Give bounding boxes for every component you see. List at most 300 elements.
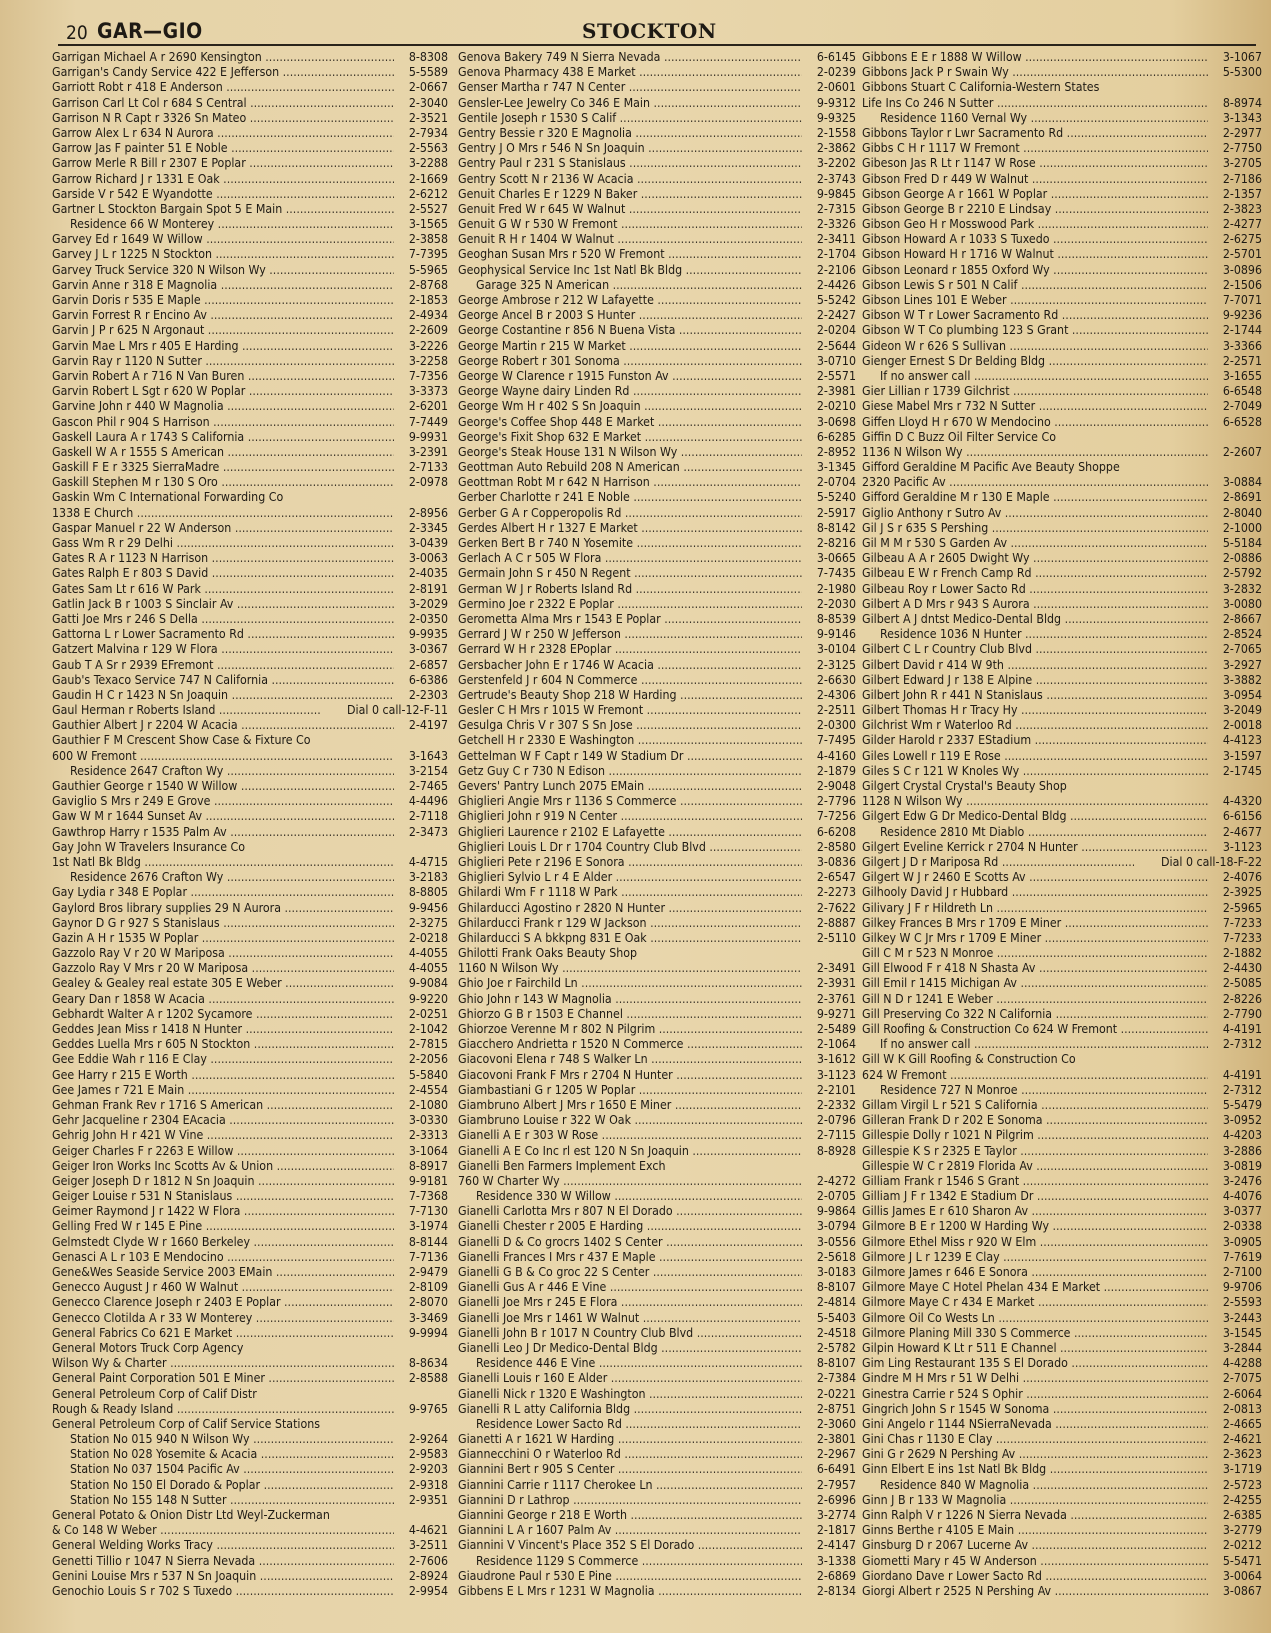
listing-name: Gerber G A r Copperopolis Rd .....: [458, 506, 802, 521]
listing-name: Getchell H r 2330 E Washington .....: [458, 733, 802, 748]
listing-name: Gini G r 2629 N Pershing Av .....: [862, 1447, 1208, 1462]
listing-name: Gauthier Albert J r 2204 W Acacia .....: [52, 718, 394, 733]
listing-entry: [862, 1417, 1262, 1432]
listing-name: Gettelman W F Capt r 149 W Stadium Dr .....: [458, 749, 802, 764]
listing-name: Garvin J P r 625 N Argonaut .....: [52, 323, 394, 338]
listing-phone: 3-0665: [816, 551, 856, 566]
listing-entry: [458, 1007, 856, 1022]
listing-phone: 2-2106: [816, 262, 856, 277]
listing-entry: [458, 597, 856, 612]
listing-name: Geiger Charles F r 2263 E Willow .....: [52, 1144, 394, 1159]
listing-entry: [52, 506, 448, 521]
listing-phone: 3-1067: [1222, 50, 1262, 64]
listing-entry: [52, 1584, 448, 1599]
listing-name: Germino Joe r 2322 E Poplar .....: [458, 597, 802, 612]
listing-entry: [52, 521, 448, 536]
listing-entry: [862, 916, 1262, 931]
listing-name: Garrison Carl Lt Col r 684 S Central .....: [52, 96, 394, 111]
listing-entry: [52, 354, 448, 369]
listing-entry: [52, 384, 448, 399]
listing-phone: 2-8134: [816, 1583, 856, 1598]
listing-name: Genetti Tillio r 1047 N Sierra Nevada .....: [52, 1554, 394, 1569]
listing-entry: [52, 111, 448, 126]
listing-entry: [862, 1037, 1262, 1052]
city-title: STOCKTON: [582, 19, 717, 43]
listing-phone: 9-9236: [1222, 308, 1262, 323]
listing-entry: [862, 749, 1262, 764]
listing-entry: [458, 475, 856, 490]
listing-phone: 2-0239: [816, 65, 856, 80]
listing-name: Gianelli Louis r 160 E Alder .....: [458, 1371, 802, 1386]
listing-phone: 7-7256: [816, 809, 856, 824]
listing-entry: [458, 1219, 856, 1234]
listing-phone: 3-1612: [816, 1052, 856, 1067]
listing-phone: 2-7133: [408, 460, 448, 475]
listing-phone: 2-5571: [816, 368, 856, 383]
listing-phone: 2-1980: [816, 581, 856, 596]
listing-name: Geary Dan r 1858 W Acacia .....: [52, 992, 394, 1007]
listing-entry: [52, 1387, 448, 1402]
listing-name: Gibson W T Co plumbing 123 S Grant .....: [862, 323, 1208, 338]
listing-name: German W J r Roberts Island Rd .....: [458, 582, 802, 597]
listing-entry: [862, 1235, 1262, 1250]
listing-entry: [458, 946, 856, 961]
listing-phone: 2-9351: [408, 1492, 448, 1507]
listing-entry: [458, 749, 856, 764]
listing-phone: 2-8524: [1222, 627, 1262, 642]
listing-phone: 2-3060: [816, 1416, 856, 1431]
listing-entry: [52, 612, 448, 627]
listing-entry: [458, 1098, 856, 1113]
listing-phone: 3-1565: [408, 217, 448, 232]
listing-phone: 2-5085: [1222, 976, 1262, 991]
listing-name: Gertrude's Beauty Shop 218 W Harding .....: [458, 688, 802, 703]
listing-name: Garvin Robert A r 716 N Van Buren .....: [52, 369, 394, 384]
listing-entry: [862, 1068, 1262, 1083]
listing-name: Ghilardi Wm F r 1118 W Park .....: [458, 885, 802, 900]
listing-name: Gilgert Crystal Crystal's Beauty Shop: [862, 779, 1067, 793]
listing-name: Garside V r 542 E Wyandotte .....: [52, 187, 394, 202]
listing-phone: 9-9845: [816, 186, 856, 201]
listing-phone: 3-0884: [1222, 475, 1262, 490]
listing-entry: [52, 733, 448, 748]
listing-name: Gianelli Nick r 1320 E Washington .....: [458, 1387, 802, 1402]
listing-entry: [458, 566, 856, 581]
listing-name: George Ancel B r 2003 S Hunter .....: [458, 308, 802, 323]
listing-name: Gascon Phil r 904 S Harrison .....: [52, 415, 394, 430]
listing-name: Gelling Fred W r 145 E Pine .....: [52, 1219, 394, 1234]
listing-phone: 2-8588: [408, 1371, 448, 1386]
listing-entry: [458, 506, 856, 521]
listing-name: Gim Ling Restaurant 135 S El Dorado .....: [862, 1356, 1208, 1371]
listing-phone: 2-0705: [816, 1189, 856, 1204]
listing-entry: [52, 430, 448, 445]
listing-phone: 3-1597: [1222, 748, 1262, 763]
listing-name: Germain John S r 450 N Regent .....: [458, 566, 802, 581]
listing-name: Gillespie W C r 2819 Florida Av .....: [862, 1159, 1208, 1174]
listing-entry: [862, 961, 1262, 976]
listing-entry: [862, 126, 1262, 141]
listing-phone: 2-8191: [408, 581, 448, 596]
listing-name: Rough & Ready Island .....: [52, 1402, 394, 1417]
listing-name: Garvey Truck Service 320 N Wilson Wy .....: [52, 263, 394, 278]
listing-entry: [52, 247, 448, 262]
listing-phone: 4-4055: [408, 961, 448, 976]
listing-name: Ginestra Carrie r 524 S Ophir .....: [862, 1387, 1208, 1402]
listing-entry: [862, 475, 1262, 490]
listing-phone: 2-4272: [816, 1173, 856, 1188]
listing-name: Gibbens E L Mrs r 1231 W Magnolia .....: [458, 1584, 802, 1599]
listing-entry: [458, 1052, 856, 1067]
listing-entry: [458, 460, 856, 475]
listing-name: Gianetti A r 1621 W Harding .....: [458, 1432, 802, 1447]
listing-name: Genuit G W r 530 W Fremont .....: [458, 217, 802, 232]
listing-phone: 2-8887: [816, 915, 856, 930]
listing-name: Garrigan's Candy Service 422 E Jefferson .....: [52, 65, 394, 80]
listing-phone: 3-0330: [408, 1113, 448, 1128]
listing-entry: [52, 1265, 448, 1280]
listing-phone: 7-7233: [1222, 930, 1262, 945]
listing-entry: [458, 1326, 856, 1341]
listing-phone: 2-1669: [408, 171, 448, 186]
listing-phone: 2-2101: [816, 1082, 856, 1097]
listing-phone: 2-1879: [816, 763, 856, 778]
listing-entry: [458, 202, 856, 217]
listing-phone: 3-1974: [408, 1219, 448, 1234]
listing-name: Giordano Dave r Lower Sacto Rd .....: [862, 1569, 1208, 1584]
listing-name: Gerlach A C r 505 W Flora .....: [458, 551, 802, 566]
listing-entry: [458, 885, 856, 900]
listing-entry: [458, 1371, 856, 1386]
listing-name: Giacovoni Elena r 748 S Walker Ln .....: [458, 1052, 802, 1067]
listing-entry: [862, 354, 1262, 369]
listing-name: Gianelli Chester r 2005 E Harding .....: [458, 1219, 802, 1234]
listing-name: Gilbeau A A r 2605 Dwight Wy .....: [862, 551, 1208, 566]
listing-entry: [52, 1478, 448, 1493]
listing-phone: 2-8691: [1222, 490, 1262, 505]
listing-name: Gaudin H C r 1423 N Sn Joaquin .....: [52, 688, 394, 703]
listing-phone: 3-0104: [816, 642, 856, 657]
listing-entry: [52, 688, 448, 703]
listing-phone: 7-7449: [408, 414, 448, 429]
listing-name: 760 W Charter Wy .....: [458, 1174, 802, 1189]
listing-entry: [862, 779, 1262, 794]
listing-name: Gill Elwood F r 418 N Shasta Av .....: [862, 961, 1208, 976]
listing-phone: 7-7619: [1222, 1249, 1262, 1264]
listing-phone: 2-9318: [408, 1477, 448, 1492]
listing-entry: [458, 1189, 856, 1204]
listing-name: Gaul Herman r Roberts Island .....: [52, 703, 320, 718]
listing-name: Gilgert W J r 2460 E Scotts Av .....: [862, 870, 1208, 885]
listing-entry: [458, 688, 856, 703]
listing-phone: 3-2705: [1222, 156, 1262, 171]
listing-name: Ginn Elbert E ins 1st Natl Bk Bldg .....: [862, 1462, 1208, 1477]
listing-phone: 2-5110: [816, 930, 856, 945]
listing-entry: [52, 126, 448, 141]
listing-entry: [458, 111, 856, 126]
listing-entry: [458, 354, 856, 369]
listing-entry: [458, 1113, 856, 1128]
listing-name: Genecco August J r 460 W Walnut .....: [52, 1280, 394, 1295]
listing-phone: 3-0698: [816, 414, 856, 429]
listing-name: Gerstenfeld J r 604 N Commerce .....: [458, 673, 802, 688]
listing-entry: [52, 141, 448, 156]
listing-entry: [52, 946, 448, 961]
listing-phone: 3-0064: [1222, 1568, 1262, 1583]
listing-name: General Petroleum Corp of Calif Distr: [52, 1386, 257, 1401]
listing-phone: 3-2258: [408, 353, 448, 368]
listing-phone: 4-4123: [1222, 733, 1262, 748]
listing-name: Gini Chas r 1130 E Clay .....: [862, 1432, 1208, 1447]
listing-entry: [862, 582, 1262, 597]
listing-name: Garrow Richard J r 1331 E Oak .....: [52, 172, 394, 187]
listing-phone: 5-5242: [816, 293, 856, 307]
listing-phone: 2-2427: [816, 308, 856, 323]
listing-entry: [862, 1311, 1262, 1326]
listing-name: Ginn J B r 133 W Magnolia .....: [862, 1493, 1208, 1508]
listing-name: Gerrard W H r 2328 EPoplar .....: [458, 642, 802, 657]
listing-name: Giambruno Albert J Mrs r 1650 E Miner .....: [458, 1098, 802, 1113]
listing-name: If no answer call .....: [880, 1037, 1208, 1052]
listing-entry: [52, 1523, 448, 1538]
listing-name: Garriott Robt r 418 E Anderson .....: [52, 80, 394, 95]
listing-phone: 3-2183: [408, 870, 448, 885]
listing-entry: [52, 1402, 448, 1417]
listing-name: Gibeson Jas R Lt r 1147 W Rose .....: [862, 156, 1208, 171]
listing-phone: 2-9048: [816, 779, 856, 793]
listing-entry: [458, 96, 856, 111]
listing-entry: [458, 1508, 856, 1523]
listing-phone: 5-5240: [816, 490, 856, 505]
listing-name: 1136 N Wilson Wy .....: [862, 445, 1208, 460]
listing-entry: [862, 1113, 1262, 1128]
listing-name: Gerrard J W r 250 W Jefferson .....: [458, 627, 802, 642]
listing-name: Garage 325 N American .....: [476, 278, 802, 293]
listing-phone: 2-0251: [408, 1006, 448, 1021]
listing-phone: 2-4814: [816, 1295, 856, 1310]
listing-entry: [52, 50, 448, 65]
listing-entry: [862, 1402, 1262, 1417]
listing-phone: 3-1064: [408, 1143, 448, 1158]
listing-name: Gatlin Jack B r 1003 S Sinclair Av .....: [52, 597, 394, 612]
listing-name: Gilbert A J dntst Medico-Dental Bldg .....: [862, 612, 1208, 627]
listing-entry: [52, 172, 448, 187]
listing-name: 2320 Pacific Av .....: [862, 475, 1208, 490]
listing-name: Giambruno Louise r 322 W Oak .....: [458, 1113, 802, 1128]
listing-name: Gibson W T r Lower Sacramento Rd .....: [862, 308, 1208, 323]
listing-name: Gerdes Albert H r 1327 E Market .....: [458, 521, 802, 536]
listing-phone: 2-2273: [816, 885, 856, 900]
listing-entry: [52, 202, 448, 217]
listing-phone: 2-3925: [1222, 885, 1262, 900]
listing-entry: [52, 1219, 448, 1234]
listing-name: Gillespie K S r 2325 E Taylor .....: [862, 1144, 1208, 1159]
listing-name: Gazzolo Ray V r 20 W Mariposa .....: [52, 946, 394, 961]
listing-name: Gibson George A r 1661 W Poplar .....: [862, 187, 1208, 202]
listing-entry: [458, 673, 856, 688]
listing-name: Ginn Ralph V r 1226 N Sierra Nevada .....: [862, 1508, 1208, 1523]
listing-name: Gilmore B E r 1200 W Harding Wy .....: [862, 1219, 1208, 1234]
listing-phone: 3-0952: [1222, 1113, 1262, 1128]
listing-phone: 4-4320: [1222, 794, 1262, 809]
listing-entry: [458, 1356, 856, 1371]
listing-entry: [458, 1538, 856, 1553]
listing-entry: [52, 1554, 448, 1569]
listing-phone: 2-3125: [816, 657, 856, 672]
listing-name: Genova Pharmacy 438 E Market .....: [458, 65, 802, 80]
listing-name: Gilkey Frances B Mrs r 1709 E Miner .....: [862, 916, 1208, 931]
listing-name: General Motors Truck Corp Agency: [52, 1340, 244, 1355]
listing-phone: 9-9706: [1222, 1280, 1262, 1295]
listing-phone: 3-2832: [1222, 581, 1262, 596]
listing-entry: [458, 809, 856, 824]
listing-name: Gaskell W A r 1555 S American .....: [52, 445, 394, 460]
listing-phone: 2-2056: [408, 1052, 448, 1067]
listing-name: Giometti Mary r 45 W Anderson .....: [862, 1554, 1208, 1569]
listing-entry: [458, 1417, 856, 1432]
listing-entry: [52, 445, 448, 460]
listing-phone: 2-7790: [1222, 1006, 1262, 1021]
listing-name: Gehr Jacqueline r 2304 EAcacia .....: [52, 1113, 394, 1128]
listing-entry: [52, 658, 448, 673]
listing-entry: [458, 187, 856, 202]
listing-entry: [862, 1219, 1262, 1234]
listing-name: Gee Eddie Wah r 116 E Clay .....: [52, 1052, 394, 1067]
listing-name: Giese Mabel Mrs r 732 N Sutter .....: [862, 399, 1208, 414]
listing-name: Ghio Joe r Fairchild Ln .....: [458, 976, 802, 991]
listing-entry: [52, 1538, 448, 1553]
listing-name: Gianelli Joe Mrs r 1461 W Walnut .....: [458, 1311, 802, 1326]
listing-name: Gilder Harold r 2337 EStadium .....: [862, 733, 1208, 748]
listing-phone: 2-5489: [816, 1022, 856, 1036]
listing-phone: 2-7815: [408, 1037, 448, 1052]
listing-entry: [52, 1311, 448, 1326]
listing-phone: 2-5618: [816, 1249, 856, 1264]
listing-phone: 8-8142: [816, 520, 856, 535]
listing-name: 1st Natl Bk Bldg .....: [52, 855, 394, 870]
listing-entry: [458, 278, 856, 293]
listing-phone: 2-7118: [408, 809, 448, 824]
listing-phone: 6-6548: [1222, 384, 1262, 399]
listing-entry: [52, 597, 448, 612]
listing-name: Giorgi Albert r 2525 N Pershing Av .....: [862, 1584, 1208, 1599]
listing-entry: [862, 430, 1262, 445]
listing-entry: [52, 1250, 448, 1265]
listing-phone: 2-3275: [408, 915, 448, 930]
listing-phone: 2-0350: [408, 611, 448, 626]
listing-entry: [458, 992, 856, 1007]
listing-phone: 3-0439: [408, 536, 448, 550]
listing-entry: [52, 1295, 448, 1310]
listing-phone: 9-9271: [816, 1006, 856, 1021]
listing-phone: 3-0063: [408, 551, 448, 566]
listing-name: Gass Wm R r 29 Delhi .....: [52, 536, 394, 551]
listing-entry: [862, 1159, 1262, 1174]
listing-entry: [458, 399, 856, 414]
listing-entry: [52, 1128, 448, 1143]
listing-phone: 3-1345: [816, 460, 856, 475]
listing-phone: 2-3862: [816, 141, 856, 156]
listing-phone: 4-4715: [408, 854, 448, 869]
listing-entry: [862, 1371, 1262, 1386]
listing-phone: 2-9479: [408, 1265, 448, 1279]
listing-name: Gilgert J D r Mariposa Rd .....: [862, 855, 1134, 870]
listing-name: Giffen Lloyd H r 670 W Mendocino .....: [862, 415, 1208, 430]
listing-phone: 2-4147: [816, 1538, 856, 1553]
listing-name: Gianelli Gus A r 446 E Vine .....: [458, 1280, 802, 1295]
listing-phone: 2-1704: [816, 247, 856, 262]
listing-entry: [862, 1098, 1262, 1113]
listing-name: George W Clarence r 1915 Funston Av .....: [458, 369, 802, 384]
listing-phone: 6-6156: [1222, 809, 1262, 824]
listing-entry: [52, 885, 448, 900]
listing-entry: [862, 1462, 1262, 1477]
listing-name: Gill W K Gill Roofing & Construction Co: [862, 1052, 1076, 1067]
listing-phone: 2-6869: [816, 1568, 856, 1583]
listing-name: Garrow Alex L r 634 N Aurora .....: [52, 126, 394, 141]
listing-entry: [52, 232, 448, 247]
listing-entry: [862, 885, 1262, 900]
listing-entry: [458, 1584, 856, 1599]
listing-entry: [862, 263, 1262, 278]
listing-entry: [52, 1174, 448, 1189]
listing-entry: [52, 1204, 448, 1219]
listing-phone: 3-2154: [408, 763, 448, 778]
listing-entry: [458, 961, 856, 976]
listing-name: General Petroleum Corp of Calif Service Stations: [52, 1416, 321, 1431]
listing-name: Gates R A r 1123 N Harrison .....: [52, 551, 394, 566]
listing-name: Ghiglieri Angie Mrs r 1136 S Commerce .....: [458, 794, 802, 809]
listing-name: Gattorna L r Lower Sacramento Rd .....: [52, 627, 394, 642]
listing-phone: 2-6547: [816, 870, 856, 885]
listing-name: Giannini V Vincent's Place 352 S El Dorado .....: [458, 1538, 802, 1553]
listing-name: Gianelli Ben Farmers Implement Exch: [458, 1158, 666, 1173]
listing-name: Gealey & Gealey real estate 305 E Weber .....: [52, 976, 394, 991]
listing-entry: [862, 764, 1262, 779]
listing-phone: 3-3882: [1222, 672, 1262, 687]
listing-phone: 3-1655: [1222, 368, 1262, 383]
listing-entry: [458, 1387, 856, 1402]
listing-name: Garvine John r 440 W Magnolia .....: [52, 399, 394, 414]
listing-phone: 2-7049: [1222, 399, 1262, 414]
listing-entry: [458, 976, 856, 991]
listing-phone: 2-0886: [1222, 551, 1262, 566]
listing-phone: 2-3801: [816, 1432, 856, 1447]
listing-phone: 3-2886: [1222, 1143, 1262, 1158]
listing-entry: [458, 521, 856, 536]
listing-name: Gibbons Taylor r Lwr Sacramento Rd .....: [862, 126, 1208, 141]
listing-phone: 2-8040: [1222, 505, 1262, 520]
listing-phone: 2-4426: [816, 277, 856, 292]
listing-phone: 2-6201: [408, 399, 448, 414]
listing-phone: 4-4621: [408, 1523, 448, 1538]
listing-entry: [52, 1159, 448, 1174]
listing-name: Gilhooly David J r Hubbard .....: [862, 885, 1208, 900]
listing-entry: [862, 1569, 1262, 1584]
listing-entry: [52, 1083, 448, 1098]
listing-phone: 2-0704: [816, 475, 856, 490]
listing-entry: [458, 1402, 856, 1417]
listing-name: Residence 1036 N Hunter .....: [880, 627, 1208, 642]
listing-name: Gill N D r 1241 E Weber .....: [862, 992, 1208, 1007]
listing-phone: 2-0018: [1222, 718, 1262, 733]
listing-phone: 2-2332: [816, 1097, 856, 1112]
listing-name: Gatzert Malvina r 129 W Flora .....: [52, 642, 394, 657]
listing-phone: 2-5527: [408, 201, 448, 216]
listing-entry: [862, 1584, 1262, 1599]
listing-name: Gilmore Planing Mill 330 S Commerce .....: [862, 1326, 1208, 1341]
listing-name: Giambastiani G r 1205 W Poplar .....: [458, 1083, 802, 1098]
